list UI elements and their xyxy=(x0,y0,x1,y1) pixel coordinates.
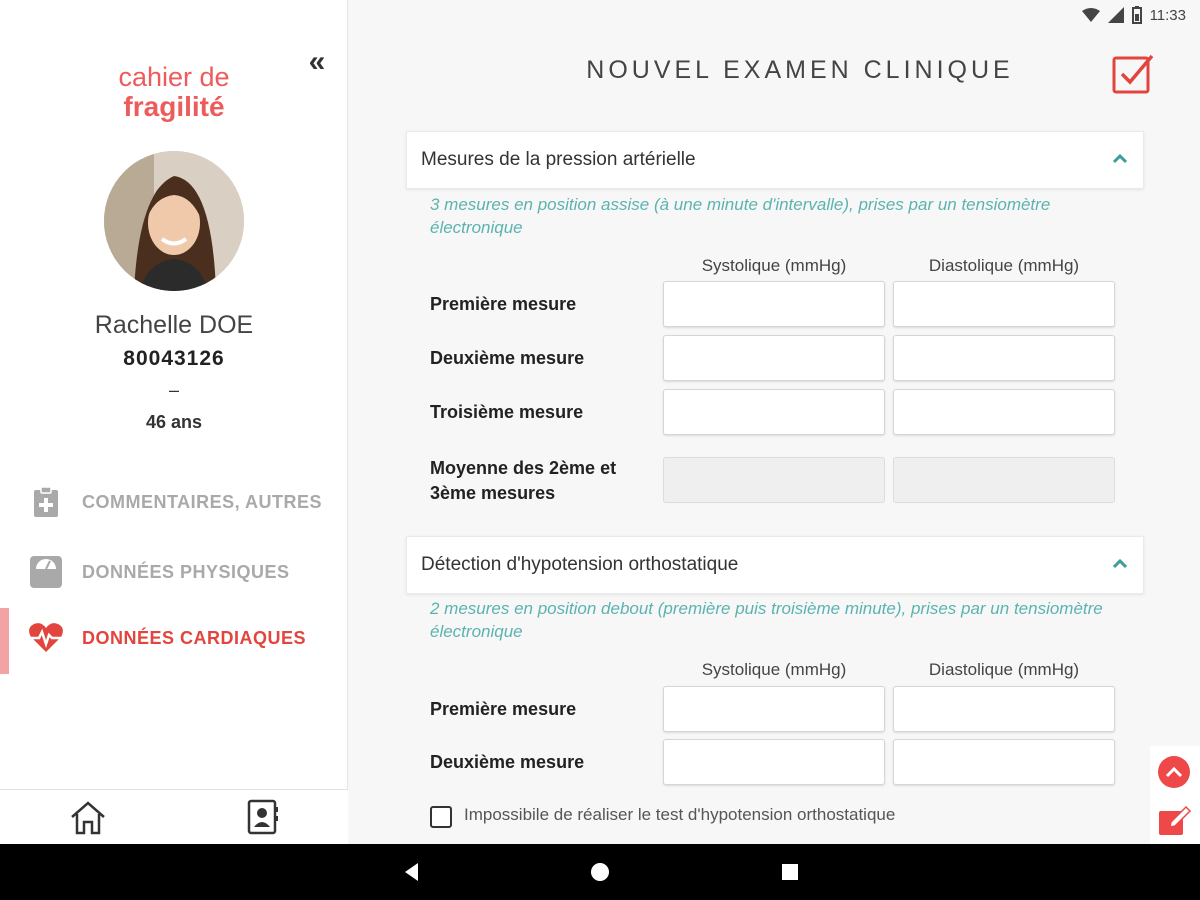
row-label: Première mesure xyxy=(430,699,577,719)
diastolic-input-3[interactable] xyxy=(893,389,1115,435)
recents-icon[interactable] xyxy=(778,860,802,884)
row-label: Troisième mesure xyxy=(430,402,584,422)
section-header-hypotension[interactable] xyxy=(406,536,1144,594)
systolic-input-2[interactable] xyxy=(663,335,885,381)
sidebar xyxy=(0,0,348,844)
section-description: 3 mesures en position assise (à une minute d'intervalle), prises par un tensiomètre électronique xyxy=(430,195,1051,237)
collapse-sidebar-button[interactable]: « xyxy=(308,45,326,78)
section-title: Mesures de la pression artérielle xyxy=(421,149,696,170)
logo-line-2: fragilité xyxy=(123,91,225,122)
battery-icon xyxy=(1132,6,1142,24)
patient-id: 80043126 xyxy=(123,347,225,370)
checkbox-label: Impossibile de réaliser le test d'hypotension orthostatique xyxy=(464,805,896,824)
column-header-systolique: Systolique (mmHg) xyxy=(701,660,847,679)
patient-age: 46 ans xyxy=(145,412,203,432)
edit-icon[interactable] xyxy=(1158,803,1192,837)
ortho-diastolic-input-2[interactable] xyxy=(893,739,1115,785)
systolic-input-3[interactable] xyxy=(663,389,885,435)
status-right xyxy=(1082,6,1186,24)
column-header-diastolique: Diastolique (mmHg) xyxy=(928,660,1080,679)
diastolic-input-2[interactable] xyxy=(893,335,1115,381)
back-icon[interactable] xyxy=(400,860,424,884)
heartbeat-icon xyxy=(28,620,64,656)
chevron-up-icon xyxy=(1111,551,1129,575)
diastolic-average-field xyxy=(893,457,1115,503)
nav-label: DONNÉES CARDIAQUES xyxy=(82,627,307,648)
home-circle-icon[interactable] xyxy=(588,860,612,884)
ortho-systolic-input-2[interactable] xyxy=(663,739,885,785)
impossible-test-checkbox[interactable] xyxy=(430,806,452,828)
home-icon[interactable] xyxy=(68,800,108,836)
wifi-icon xyxy=(1082,7,1100,23)
section-header-pression[interactable] xyxy=(406,131,1144,189)
systolic-input-1[interactable] xyxy=(663,281,885,327)
ortho-systolic-input-1[interactable] xyxy=(663,686,885,732)
clock: 11:33 xyxy=(1149,6,1186,24)
patient-separator: – xyxy=(168,380,179,400)
diastolic-input-1[interactable] xyxy=(893,281,1115,327)
clipboard-plus-icon xyxy=(28,484,64,520)
row-label: Deuxième mesure xyxy=(430,752,585,772)
section-description: 2 mesures en position debout (première puis troisième minute), prises par un tensiomètre électronique xyxy=(430,599,1103,641)
row-label: Deuxième mesure xyxy=(430,348,585,368)
patient-avatar xyxy=(104,151,244,291)
row-label: Moyenne des 2ème et 3ème mesures xyxy=(430,458,617,503)
signal-icon xyxy=(1108,7,1124,23)
logo-line-1: cahier de xyxy=(118,62,230,92)
validate-checkbox-icon[interactable] xyxy=(1112,52,1156,94)
nav-item-donnees-physiques[interactable] xyxy=(0,542,348,602)
nav-item-commentaires[interactable] xyxy=(0,472,348,532)
page-title: NOUVEL EXAMEN CLINIQUE xyxy=(586,56,1014,84)
ortho-diastolic-input-1[interactable] xyxy=(893,686,1115,732)
column-header-diastolique: Diastolique (mmHg) xyxy=(928,256,1080,275)
section-title: Détection d'hypotension orthostatique xyxy=(421,554,739,575)
column-header-systolique: Systolique (mmHg) xyxy=(701,256,847,275)
scroll-top-button[interactable] xyxy=(1158,756,1190,788)
contact-card-icon[interactable] xyxy=(242,798,282,838)
nav-label: COMMENTAIRES, AUTRES xyxy=(82,491,323,512)
scale-icon xyxy=(28,554,64,590)
systolic-average-field xyxy=(663,457,885,503)
android-navigation-bar xyxy=(0,844,1200,900)
patient-name: Rachelle DOE xyxy=(94,311,254,339)
nav-item-donnees-cardiaques[interactable] xyxy=(0,608,348,668)
app-logo xyxy=(80,62,268,122)
sidebar-bottom-bar xyxy=(0,789,348,844)
chevron-up-icon xyxy=(1165,765,1183,779)
chevron-up-icon xyxy=(1111,146,1129,170)
nav-label: DONNÉES PHYSIQUES xyxy=(82,561,290,582)
row-label: Première mesure xyxy=(430,294,577,314)
